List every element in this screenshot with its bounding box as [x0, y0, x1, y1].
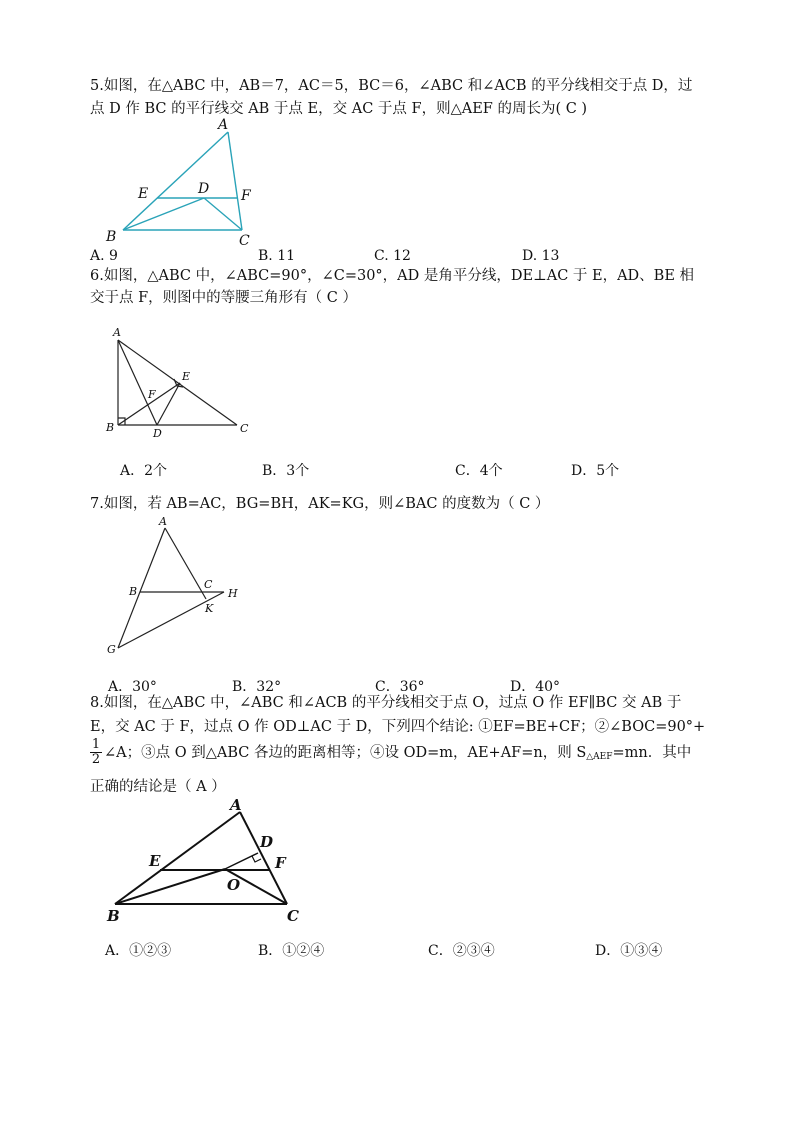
q7-label-a: A: [159, 515, 167, 528]
q8-text-line2: E，交 AC 于 F，过点 O 作 OD⊥AC 于 D，下列四个结论: ①EF=BE+CF；②∠BOC=90°+: [90, 719, 706, 735]
q8-option-b[interactable]: B．①②④: [258, 943, 325, 959]
q8-side-ab: [115, 812, 240, 904]
q6-segment-de: [157, 383, 180, 425]
q6-option-b[interactable]: B．3个: [262, 463, 310, 479]
q5-label-c: C: [239, 233, 250, 249]
q5-label-b: B: [106, 229, 117, 245]
q8-label-a: A: [230, 796, 242, 814]
q8-fraction-denominator: 2: [91, 752, 101, 767]
q7-line-ag: [118, 528, 165, 648]
q6-option-c[interactable]: C．4个: [455, 463, 503, 479]
q6-label-e: E: [182, 370, 191, 383]
q8-option-c[interactable]: C．②③④: [428, 943, 495, 959]
q5-label-e: E: [138, 186, 149, 202]
q7-line-gh: [118, 592, 224, 648]
q5-label-a: A: [218, 117, 229, 133]
q7-label-c: C: [204, 578, 213, 591]
q8-option-d[interactable]: D．①③④: [595, 943, 663, 959]
q8-label-b: B: [107, 907, 120, 925]
q8-right-angle-d: [252, 856, 261, 862]
q6-label-a: A: [113, 326, 121, 339]
q5-label-f: F: [241, 188, 251, 204]
q8-area-subscript: △AEF: [586, 752, 613, 762]
q5-option-d[interactable]: D. 13: [522, 248, 560, 264]
q8-label-o: O: [227, 876, 241, 894]
q8-label-d: D: [260, 833, 274, 851]
q5-option-b[interactable]: B. 11: [258, 248, 296, 264]
q8-fraction-numerator: 1: [91, 737, 101, 752]
q7-text-line1: 7.如图，若 AB=AC，BG=BH，AK=KG，则∠BAC 的度数为（ C ）: [90, 496, 550, 512]
q6-segment-ad: [118, 340, 157, 425]
q8-segment-od: [225, 853, 258, 869]
q5-text-line1: 5.如图，在△ABC 中，AB＝7，AC＝5，BC＝6，∠ABC 和∠ACB 的平分线相交于点 D，过: [90, 78, 693, 94]
q5-text-line2: 点 D 作 BC 的平行线交 AB 于点 E，交 AC 于点 F，则△AEF 的周长为( C ): [90, 101, 588, 117]
q8-label-c: C: [287, 907, 299, 925]
q6-side-ac: [118, 340, 237, 425]
q6-right-angle-e: [174, 379, 183, 387]
q5-label-d: D: [198, 181, 210, 197]
q7-option-b[interactable]: B．32°: [232, 679, 282, 695]
q5-triangle-lines: [123, 132, 242, 230]
q8-segment-co: [225, 869, 287, 904]
q8-side-ac: [240, 812, 287, 904]
q7-label-k: K: [205, 602, 214, 615]
q7-option-c[interactable]: C．36°: [375, 679, 425, 695]
q8-option-a[interactable]: A．①②③: [105, 943, 172, 959]
q6-text-line1: 6.如图，△ABC 中，∠ABC=90°，∠C=30°，AD 是角平分线，DE⊥AC 于 E，AD、BE 相: [90, 268, 695, 284]
q8-text-line1: 8.如图，在△ABC 中，∠ABC 和∠ACB 的平分线相交于点 O，过点 O 作 EF∥BC 交 AB 于: [90, 695, 682, 711]
q5-option-a[interactable]: A. 9: [90, 248, 118, 264]
q8-text-line3: [104, 743, 691, 767]
q5-side-ac: [228, 132, 242, 230]
q8-label-f: F: [275, 854, 286, 872]
q8-fraction-half: [90, 738, 102, 767]
q6-right-angle-b: [118, 418, 125, 425]
q7-option-d[interactable]: D．40°: [510, 679, 561, 695]
q7-option-a[interactable]: A．30°: [108, 679, 157, 695]
q7-line-ak: [165, 528, 206, 599]
q7-label-g: G: [107, 643, 116, 656]
q7-label-b: B: [129, 585, 138, 598]
q8-line3-main: ∠A；③点 O 到△ABC 各边的距离相等；④设 OD=m，AE+AF=n，则 S: [104, 745, 587, 761]
q5-segment-bd: [123, 198, 204, 230]
q5-segment-cd: [204, 198, 242, 230]
q8-line3-end: =mn．其中: [612, 745, 692, 761]
q8-label-e: E: [149, 852, 161, 870]
q6-label-b: B: [106, 421, 115, 434]
q6-label-c: C: [240, 422, 249, 435]
q6-label-f: F: [148, 388, 156, 401]
q5-side-ab: [123, 132, 228, 230]
q6-option-d[interactable]: D．5个: [571, 463, 620, 479]
q8-text-line4: 正确的结论是（ A ）: [90, 779, 226, 795]
q6-text-line2: 交于点 F，则图中的等腰三角形有（ C ）: [90, 290, 357, 306]
q6-option-a[interactable]: A．2个: [120, 463, 168, 479]
q8-segment-bo: [115, 869, 225, 904]
q6-label-d: D: [153, 427, 162, 440]
q7-label-h: H: [228, 587, 238, 600]
q5-option-c[interactable]: C. 12: [374, 248, 411, 264]
q6-segment-be: [118, 383, 180, 425]
